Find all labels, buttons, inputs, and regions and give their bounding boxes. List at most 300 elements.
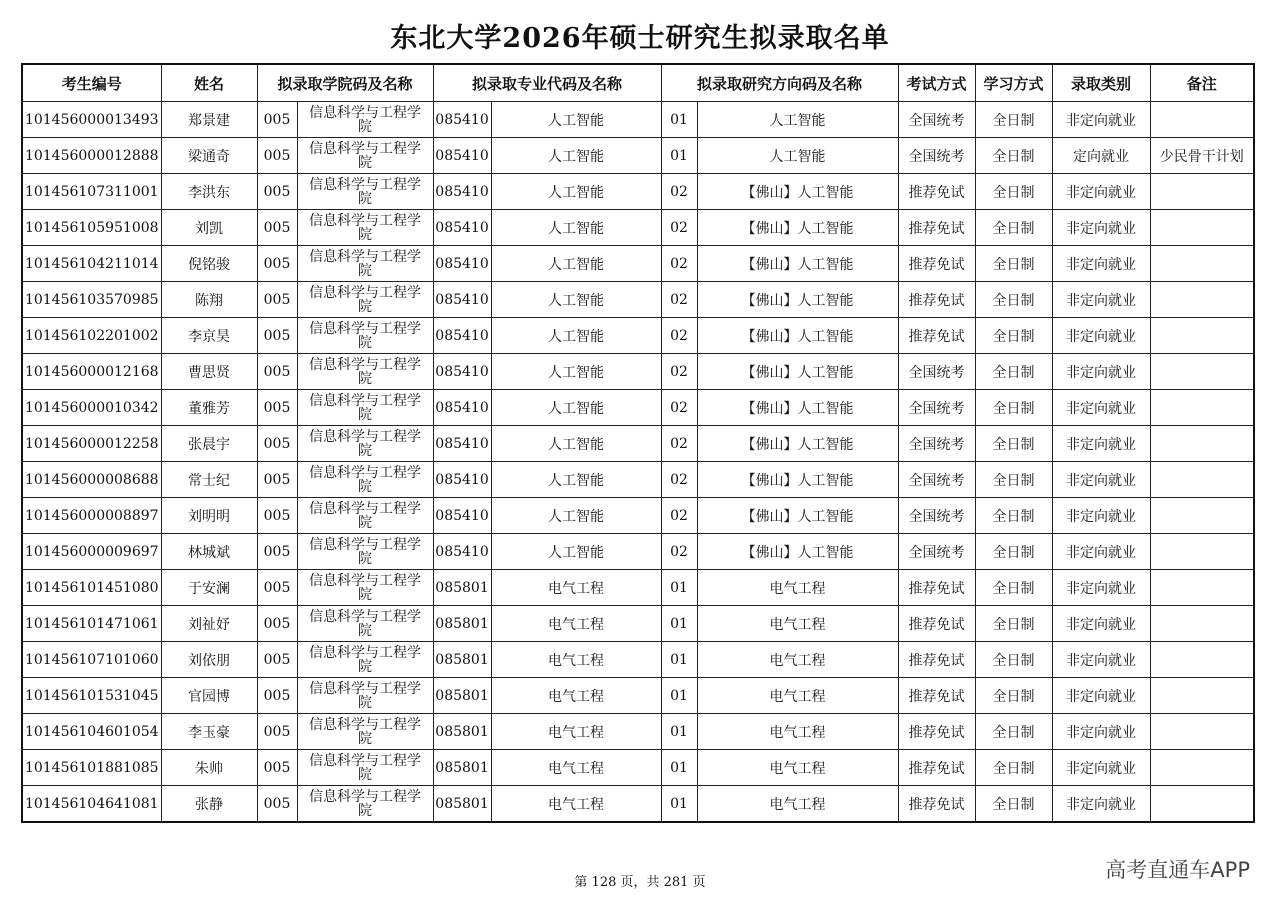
note-cell: 少民骨干计划 bbox=[1150, 138, 1254, 174]
exam-type-cell: 全国统考 bbox=[898, 354, 975, 390]
category-cell: 非定向就业 bbox=[1052, 498, 1150, 534]
direction-name-cell: 电气工程 bbox=[697, 678, 898, 714]
study-mode-cell: 全日制 bbox=[975, 714, 1052, 750]
table-row bbox=[22, 642, 1254, 678]
header-exam-id: 考生编号 bbox=[22, 64, 161, 102]
direction-code-cell: 02 bbox=[661, 354, 697, 390]
study-mode-cell: 全日制 bbox=[975, 174, 1052, 210]
study-mode-cell: 全日制 bbox=[975, 390, 1052, 426]
exam-type-cell: 推荐免试 bbox=[898, 174, 975, 210]
category-cell: 非定向就业 bbox=[1052, 426, 1150, 462]
note-cell bbox=[1150, 210, 1254, 246]
exam-type-cell: 全国统考 bbox=[898, 138, 975, 174]
direction-code-cell: 01 bbox=[661, 714, 697, 750]
note-cell bbox=[1150, 462, 1254, 498]
college-name-line: 院 bbox=[358, 658, 372, 675]
direction-code-cell: 01 bbox=[661, 678, 697, 714]
college-name-cell bbox=[297, 174, 433, 210]
major-name-cell: 人工智能 bbox=[491, 138, 661, 174]
major-name-cell: 人工智能 bbox=[491, 390, 661, 426]
exam-id-cell: 101456000012888 bbox=[22, 138, 161, 174]
direction-code-cell: 02 bbox=[661, 318, 697, 354]
direction-name-cell: 电气工程 bbox=[697, 750, 898, 786]
major-name-cell: 电气工程 bbox=[491, 786, 661, 823]
exam-type-cell: 推荐免试 bbox=[898, 246, 975, 282]
header-row bbox=[22, 64, 1254, 102]
direction-code-cell: 01 bbox=[661, 642, 697, 678]
college-code-cell: 005 bbox=[257, 714, 297, 750]
exam-id-cell: 101456107311001 bbox=[22, 174, 161, 210]
college-name-cell bbox=[297, 750, 433, 786]
exam-type-cell: 推荐免试 bbox=[898, 282, 975, 318]
college-code-cell: 005 bbox=[257, 750, 297, 786]
note-cell bbox=[1150, 282, 1254, 318]
college-name-line: 信息科学与工程学 bbox=[309, 500, 421, 517]
direction-code-cell: 01 bbox=[661, 606, 697, 642]
note-cell bbox=[1150, 570, 1254, 606]
exam-id-cell: 101456101471061 bbox=[22, 606, 161, 642]
note-cell bbox=[1150, 678, 1254, 714]
exam-id-cell: 101456103570985 bbox=[22, 282, 161, 318]
student-name-cell: 刘祉妤 bbox=[161, 606, 257, 642]
college-code-cell: 005 bbox=[257, 642, 297, 678]
student-name-cell: 林城斌 bbox=[161, 534, 257, 570]
college-name-line: 信息科学与工程学 bbox=[309, 464, 421, 481]
category-cell: 非定向就业 bbox=[1052, 714, 1150, 750]
category-cell: 非定向就业 bbox=[1052, 282, 1150, 318]
exam-id-cell: 101456101531045 bbox=[22, 678, 161, 714]
exam-id-cell: 101456000012168 bbox=[22, 354, 161, 390]
exam-type-cell: 全国统考 bbox=[898, 390, 975, 426]
note-cell bbox=[1150, 606, 1254, 642]
table-row bbox=[22, 534, 1254, 570]
college-name-cell bbox=[297, 498, 433, 534]
direction-code-cell: 02 bbox=[661, 282, 697, 318]
exam-type-cell: 推荐免试 bbox=[898, 570, 975, 606]
table-row bbox=[22, 498, 1254, 534]
college-code-cell: 005 bbox=[257, 138, 297, 174]
college-name-line: 信息科学与工程学 bbox=[309, 680, 421, 697]
student-name-cell: 梁通奇 bbox=[161, 138, 257, 174]
table-row bbox=[22, 282, 1254, 318]
header-name: 姓名 bbox=[161, 64, 257, 102]
study-mode-cell: 全日制 bbox=[975, 570, 1052, 606]
exam-id-cell: 101456000008688 bbox=[22, 462, 161, 498]
page-title: 东北大学2026年硕士研究生拟录取名单 bbox=[390, 23, 890, 54]
student-name-cell: 刘凯 bbox=[161, 210, 257, 246]
category-cell: 非定向就业 bbox=[1052, 354, 1150, 390]
exam-type-cell: 全国统考 bbox=[898, 426, 975, 462]
table-row bbox=[22, 786, 1254, 823]
college-name-cell bbox=[297, 678, 433, 714]
table-row bbox=[22, 750, 1254, 786]
college-name-line: 院 bbox=[358, 766, 372, 783]
college-name-cell bbox=[297, 426, 433, 462]
exam-type-cell: 推荐免试 bbox=[898, 678, 975, 714]
major-code-cell: 085410 bbox=[433, 390, 491, 426]
note-cell bbox=[1150, 534, 1254, 570]
college-code-cell: 005 bbox=[257, 246, 297, 282]
major-code-cell: 085410 bbox=[433, 498, 491, 534]
direction-name-cell: 电气工程 bbox=[697, 606, 898, 642]
college-code-cell: 005 bbox=[257, 282, 297, 318]
header-category: 录取类别 bbox=[1052, 64, 1150, 102]
college-name-line: 院 bbox=[358, 550, 372, 567]
major-code-cell: 085410 bbox=[433, 246, 491, 282]
study-mode-cell: 全日制 bbox=[975, 282, 1052, 318]
direction-code-cell: 02 bbox=[661, 462, 697, 498]
exam-type-cell: 推荐免试 bbox=[898, 714, 975, 750]
major-code-cell: 085801 bbox=[433, 570, 491, 606]
major-code-cell: 085410 bbox=[433, 174, 491, 210]
college-name-line: 信息科学与工程学 bbox=[309, 356, 421, 373]
direction-name-cell: 【佛山】人工智能 bbox=[697, 318, 898, 354]
student-name-cell: 朱帅 bbox=[161, 750, 257, 786]
college-name-line: 信息科学与工程学 bbox=[309, 536, 421, 553]
college-code-cell: 005 bbox=[257, 174, 297, 210]
college-name-line: 院 bbox=[358, 442, 372, 459]
direction-name-cell: 【佛山】人工智能 bbox=[697, 174, 898, 210]
major-name-cell: 人工智能 bbox=[491, 102, 661, 138]
direction-code-cell: 01 bbox=[661, 102, 697, 138]
note-cell bbox=[1150, 318, 1254, 354]
page-number: 第 128 页，共 281 页 bbox=[574, 875, 706, 890]
header-college: 拟录取学院码及名称 bbox=[257, 64, 433, 102]
category-cell: 非定向就业 bbox=[1052, 678, 1150, 714]
college-name-line: 院 bbox=[358, 694, 372, 711]
note-cell bbox=[1150, 174, 1254, 210]
major-code-cell: 085410 bbox=[433, 318, 491, 354]
college-code-cell: 005 bbox=[257, 786, 297, 823]
category-cell: 定向就业 bbox=[1052, 138, 1150, 174]
category-cell: 非定向就业 bbox=[1052, 210, 1150, 246]
student-name-cell: 李京昊 bbox=[161, 318, 257, 354]
direction-code-cell: 02 bbox=[661, 498, 697, 534]
header-study-mode: 学习方式 bbox=[975, 64, 1052, 102]
student-name-cell: 张晨宇 bbox=[161, 426, 257, 462]
direction-code-cell: 02 bbox=[661, 390, 697, 426]
exam-id-cell: 101456101451080 bbox=[22, 570, 161, 606]
category-cell: 非定向就业 bbox=[1052, 786, 1150, 823]
direction-name-cell: 电气工程 bbox=[697, 786, 898, 823]
college-name-cell bbox=[297, 210, 433, 246]
college-name-line: 院 bbox=[358, 154, 372, 171]
category-cell: 非定向就业 bbox=[1052, 642, 1150, 678]
study-mode-cell: 全日制 bbox=[975, 606, 1052, 642]
direction-name-cell: 电气工程 bbox=[697, 570, 898, 606]
major-name-cell: 人工智能 bbox=[491, 318, 661, 354]
study-mode-cell: 全日制 bbox=[975, 786, 1052, 823]
note-cell bbox=[1150, 102, 1254, 138]
major-name-cell: 人工智能 bbox=[491, 426, 661, 462]
college-name-cell bbox=[297, 354, 433, 390]
study-mode-cell: 全日制 bbox=[975, 210, 1052, 246]
direction-code-cell: 01 bbox=[661, 570, 697, 606]
college-code-cell: 005 bbox=[257, 210, 297, 246]
category-cell: 非定向就业 bbox=[1052, 570, 1150, 606]
college-name-line: 信息科学与工程学 bbox=[309, 248, 421, 265]
major-name-cell: 电气工程 bbox=[491, 606, 661, 642]
direction-code-cell: 01 bbox=[661, 786, 697, 823]
exam-id-cell: 101456104211014 bbox=[22, 246, 161, 282]
college-name-cell bbox=[297, 462, 433, 498]
college-name-line: 院 bbox=[358, 478, 372, 495]
direction-code-cell: 02 bbox=[661, 426, 697, 462]
major-code-cell: 085410 bbox=[433, 534, 491, 570]
direction-name-cell: 【佛山】人工智能 bbox=[697, 462, 898, 498]
major-code-cell: 085801 bbox=[433, 714, 491, 750]
category-cell: 非定向就业 bbox=[1052, 246, 1150, 282]
major-code-cell: 085410 bbox=[433, 282, 491, 318]
exam-id-cell: 101456107101060 bbox=[22, 642, 161, 678]
table-row bbox=[22, 390, 1254, 426]
header-note: 备注 bbox=[1150, 64, 1254, 102]
college-name-line: 院 bbox=[358, 190, 372, 207]
direction-code-cell: 02 bbox=[661, 174, 697, 210]
college-name-line: 信息科学与工程学 bbox=[309, 140, 421, 157]
college-code-cell: 005 bbox=[257, 606, 297, 642]
major-name-cell: 电气工程 bbox=[491, 678, 661, 714]
exam-id-cell: 101456104601054 bbox=[22, 714, 161, 750]
table-row bbox=[22, 174, 1254, 210]
college-name-line: 院 bbox=[358, 118, 372, 135]
direction-name-cell: 【佛山】人工智能 bbox=[697, 246, 898, 282]
table-row bbox=[22, 102, 1254, 138]
college-code-cell: 005 bbox=[257, 570, 297, 606]
exam-id-cell: 101456000012258 bbox=[22, 426, 161, 462]
study-mode-cell: 全日制 bbox=[975, 498, 1052, 534]
direction-name-cell: 电气工程 bbox=[697, 714, 898, 750]
major-name-cell: 人工智能 bbox=[491, 462, 661, 498]
exam-id-cell: 101456000010342 bbox=[22, 390, 161, 426]
note-cell bbox=[1150, 426, 1254, 462]
table-row bbox=[22, 678, 1254, 714]
direction-name-cell: 人工智能 bbox=[697, 138, 898, 174]
table-row bbox=[22, 246, 1254, 282]
major-code-cell: 085801 bbox=[433, 786, 491, 823]
college-name-line: 信息科学与工程学 bbox=[309, 176, 421, 193]
exam-type-cell: 推荐免试 bbox=[898, 318, 975, 354]
student-name-cell: 董雅芳 bbox=[161, 390, 257, 426]
major-code-cell: 085801 bbox=[433, 606, 491, 642]
category-cell: 非定向就业 bbox=[1052, 318, 1150, 354]
college-name-line: 院 bbox=[358, 406, 372, 423]
college-name-line: 院 bbox=[358, 298, 372, 315]
college-name-cell bbox=[297, 318, 433, 354]
major-code-cell: 085410 bbox=[433, 210, 491, 246]
college-code-cell: 005 bbox=[257, 498, 297, 534]
college-name-line: 信息科学与工程学 bbox=[309, 644, 421, 661]
study-mode-cell: 全日制 bbox=[975, 642, 1052, 678]
study-mode-cell: 全日制 bbox=[975, 750, 1052, 786]
direction-name-cell: 【佛山】人工智能 bbox=[697, 282, 898, 318]
exam-type-cell: 推荐免试 bbox=[898, 642, 975, 678]
college-name-line: 院 bbox=[358, 262, 372, 279]
direction-name-cell: 【佛山】人工智能 bbox=[697, 390, 898, 426]
college-code-cell: 005 bbox=[257, 354, 297, 390]
college-code-cell: 005 bbox=[257, 426, 297, 462]
major-name-cell: 人工智能 bbox=[491, 534, 661, 570]
student-name-cell: 于安澜 bbox=[161, 570, 257, 606]
exam-type-cell: 全国统考 bbox=[898, 102, 975, 138]
college-name-line: 院 bbox=[358, 802, 372, 819]
note-cell bbox=[1150, 246, 1254, 282]
major-name-cell: 电气工程 bbox=[491, 750, 661, 786]
category-cell: 非定向就业 bbox=[1052, 606, 1150, 642]
category-cell: 非定向就业 bbox=[1052, 102, 1150, 138]
major-name-cell: 电气工程 bbox=[491, 714, 661, 750]
college-code-cell: 005 bbox=[257, 102, 297, 138]
study-mode-cell: 全日制 bbox=[975, 534, 1052, 570]
study-mode-cell: 全日制 bbox=[975, 678, 1052, 714]
student-name-cell: 张静 bbox=[161, 786, 257, 823]
student-name-cell: 李玉豪 bbox=[161, 714, 257, 750]
major-name-cell: 人工智能 bbox=[491, 246, 661, 282]
direction-name-cell: 电气工程 bbox=[697, 642, 898, 678]
major-name-cell: 人工智能 bbox=[491, 354, 661, 390]
major-name-cell: 电气工程 bbox=[491, 570, 661, 606]
major-code-cell: 085410 bbox=[433, 354, 491, 390]
college-name-line: 信息科学与工程学 bbox=[309, 752, 421, 769]
header-major: 拟录取专业代码及名称 bbox=[433, 64, 661, 102]
table-row bbox=[22, 570, 1254, 606]
college-name-line: 信息科学与工程学 bbox=[309, 104, 421, 121]
major-code-cell: 085801 bbox=[433, 750, 491, 786]
college-name-line: 信息科学与工程学 bbox=[309, 428, 421, 445]
college-name-line: 信息科学与工程学 bbox=[309, 284, 421, 301]
college-name-cell bbox=[297, 570, 433, 606]
table-row bbox=[22, 606, 1254, 642]
college-name-cell bbox=[297, 390, 433, 426]
study-mode-cell: 全日制 bbox=[975, 318, 1052, 354]
college-code-cell: 005 bbox=[257, 318, 297, 354]
exam-type-cell: 推荐免试 bbox=[898, 750, 975, 786]
admission-table bbox=[21, 63, 1255, 823]
college-name-line: 信息科学与工程学 bbox=[309, 608, 421, 625]
major-code-cell: 085410 bbox=[433, 426, 491, 462]
college-name-cell bbox=[297, 714, 433, 750]
college-name-cell bbox=[297, 642, 433, 678]
college-name-line: 信息科学与工程学 bbox=[309, 572, 421, 589]
college-name-line: 信息科学与工程学 bbox=[309, 788, 421, 805]
student-name-cell: 郑景建 bbox=[161, 102, 257, 138]
header-direction: 拟录取研究方向码及名称 bbox=[661, 64, 898, 102]
direction-code-cell: 02 bbox=[661, 534, 697, 570]
college-name-line: 院 bbox=[358, 334, 372, 351]
college-code-cell: 005 bbox=[257, 678, 297, 714]
note-cell bbox=[1150, 354, 1254, 390]
college-name-line: 信息科学与工程学 bbox=[309, 320, 421, 337]
table-row bbox=[22, 138, 1254, 174]
direction-name-cell: 人工智能 bbox=[697, 102, 898, 138]
college-name-cell bbox=[297, 534, 433, 570]
study-mode-cell: 全日制 bbox=[975, 246, 1052, 282]
student-name-cell: 李洪东 bbox=[161, 174, 257, 210]
college-name-line: 院 bbox=[358, 586, 372, 603]
college-name-cell bbox=[297, 606, 433, 642]
note-cell bbox=[1150, 498, 1254, 534]
major-name-cell: 人工智能 bbox=[491, 210, 661, 246]
exam-id-cell: 101456105951008 bbox=[22, 210, 161, 246]
major-name-cell: 电气工程 bbox=[491, 642, 661, 678]
category-cell: 非定向就业 bbox=[1052, 390, 1150, 426]
major-code-cell: 085801 bbox=[433, 678, 491, 714]
student-name-cell: 曹思贤 bbox=[161, 354, 257, 390]
study-mode-cell: 全日制 bbox=[975, 426, 1052, 462]
study-mode-cell: 全日制 bbox=[975, 138, 1052, 174]
college-name-line: 院 bbox=[358, 730, 372, 747]
direction-code-cell: 01 bbox=[661, 138, 697, 174]
major-name-cell: 人工智能 bbox=[491, 174, 661, 210]
exam-type-cell: 推荐免试 bbox=[898, 786, 975, 823]
college-name-line: 院 bbox=[358, 622, 372, 639]
exam-id-cell: 101456104641081 bbox=[22, 786, 161, 823]
college-name-cell bbox=[297, 786, 433, 823]
exam-type-cell: 全国统考 bbox=[898, 498, 975, 534]
watermark: 高考直通车APP bbox=[1105, 858, 1250, 882]
college-code-cell: 005 bbox=[257, 534, 297, 570]
note-cell bbox=[1150, 714, 1254, 750]
exam-id-cell: 101456000009697 bbox=[22, 534, 161, 570]
major-code-cell: 085410 bbox=[433, 102, 491, 138]
direction-name-cell: 【佛山】人工智能 bbox=[697, 210, 898, 246]
direction-code-cell: 02 bbox=[661, 210, 697, 246]
student-name-cell: 常士纪 bbox=[161, 462, 257, 498]
student-name-cell: 刘明明 bbox=[161, 498, 257, 534]
exam-id-cell: 101456000008897 bbox=[22, 498, 161, 534]
direction-name-cell: 【佛山】人工智能 bbox=[697, 534, 898, 570]
header-exam-type: 考试方式 bbox=[898, 64, 975, 102]
note-cell bbox=[1150, 750, 1254, 786]
college-name-cell bbox=[297, 102, 433, 138]
category-cell: 非定向就业 bbox=[1052, 750, 1150, 786]
college-name-line: 院 bbox=[358, 226, 372, 243]
college-name-line: 信息科学与工程学 bbox=[309, 716, 421, 733]
college-name-line: 院 bbox=[358, 514, 372, 531]
college-name-cell bbox=[297, 282, 433, 318]
exam-id-cell: 101456102201002 bbox=[22, 318, 161, 354]
note-cell bbox=[1150, 786, 1254, 823]
major-name-cell: 人工智能 bbox=[491, 282, 661, 318]
study-mode-cell: 全日制 bbox=[975, 462, 1052, 498]
note-cell bbox=[1150, 642, 1254, 678]
student-name-cell: 官园博 bbox=[161, 678, 257, 714]
direction-name-cell: 【佛山】人工智能 bbox=[697, 354, 898, 390]
study-mode-cell: 全日制 bbox=[975, 102, 1052, 138]
category-cell: 非定向就业 bbox=[1052, 462, 1150, 498]
student-name-cell: 刘依朋 bbox=[161, 642, 257, 678]
college-name-cell bbox=[297, 138, 433, 174]
exam-type-cell: 全国统考 bbox=[898, 534, 975, 570]
table-row bbox=[22, 354, 1254, 390]
major-code-cell: 085410 bbox=[433, 462, 491, 498]
college-name-line: 信息科学与工程学 bbox=[309, 212, 421, 229]
college-name-line: 信息科学与工程学 bbox=[309, 392, 421, 409]
exam-id-cell: 101456101881085 bbox=[22, 750, 161, 786]
category-cell: 非定向就业 bbox=[1052, 174, 1150, 210]
exam-id-cell: 101456000013493 bbox=[22, 102, 161, 138]
table-row bbox=[22, 714, 1254, 750]
student-name-cell: 陈翔 bbox=[161, 282, 257, 318]
exam-type-cell: 推荐免试 bbox=[898, 210, 975, 246]
note-cell bbox=[1150, 390, 1254, 426]
exam-type-cell: 全国统考 bbox=[898, 462, 975, 498]
student-name-cell: 倪铭骏 bbox=[161, 246, 257, 282]
table-row bbox=[22, 318, 1254, 354]
table-row bbox=[22, 210, 1254, 246]
major-code-cell: 085801 bbox=[433, 642, 491, 678]
table-row bbox=[22, 462, 1254, 498]
